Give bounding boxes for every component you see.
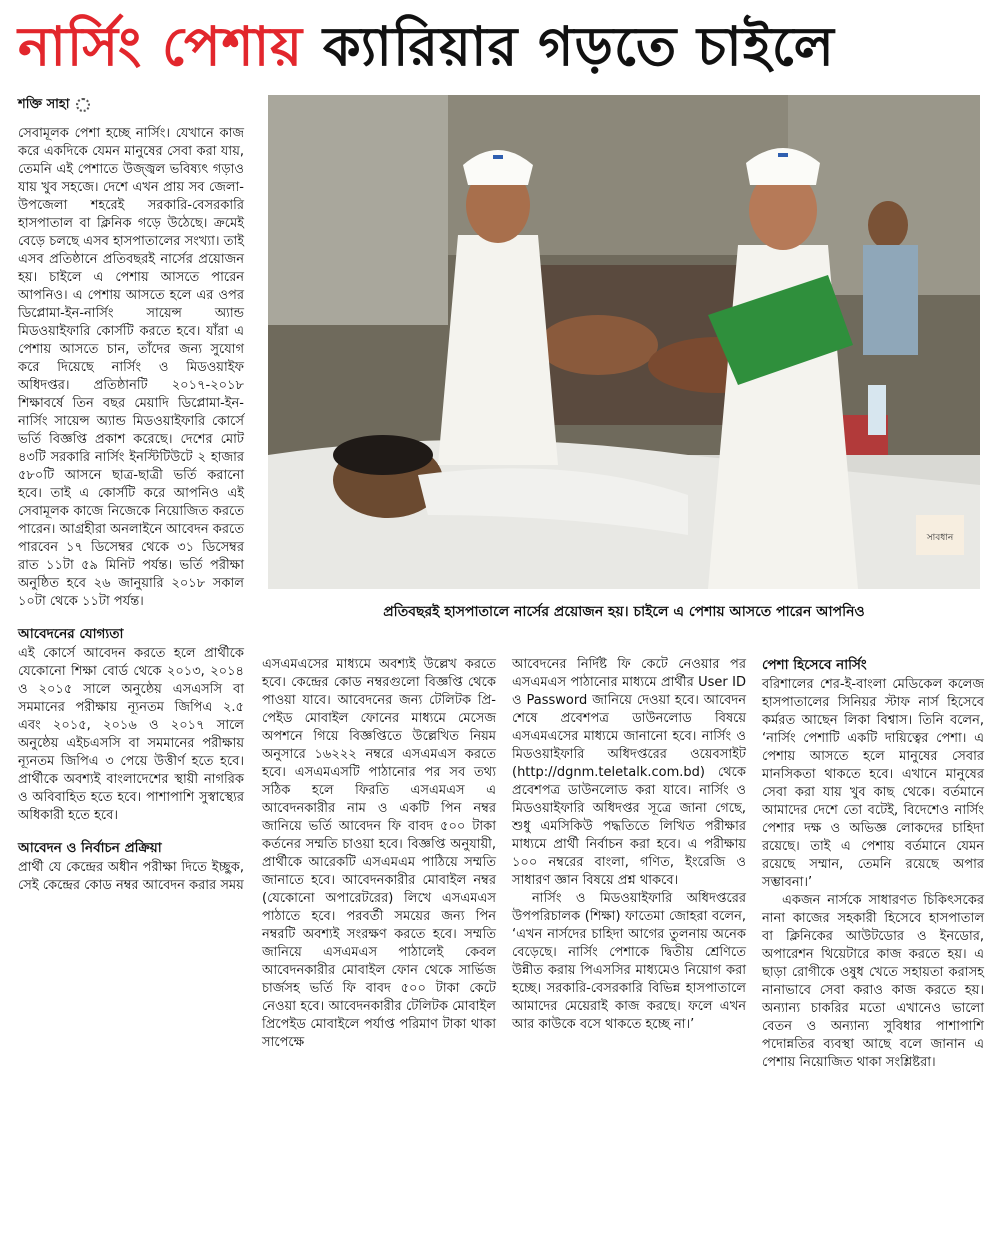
headline — [18, 12, 978, 82]
headline-black-part: ক্যারিয়ার গড়তে চাইলে — [322, 15, 835, 78]
photo-sign-text: সাবধান — [926, 533, 954, 543]
eligibility-paragraph: এই কোর্সে আবেদন করতে হলে প্রার্থীকে যেকোনো শিক্ষা বোর্ড থেকে ২০১৩, ২০১৪ ও ২০১৫ সালে অনুষ্ঠেয় এসএসসি বা সমমানের পরীক্ষায় ন্যূনতম জিপিএ ২.৫ এবং ২০১৫, ২০১৬ ও ২০১৭ সালে অনুষ্ঠেয় এইচএসসি বা সমমানের পরীক্ষায় ন্যূনতম জিপিএ ৩ পেয়ে উত্তীর্ণ হতে হবে। প্রার্থীকে অবশ্যই বাংলাদেশের স্থায়ী নাগরিক ও অবিবাহিত হতে হবে। পাশাপাশি সুস্বাস্থ্যের অধিকারী হতে হবে। — [18, 646, 244, 823]
article-photo — [268, 95, 980, 589]
byline-ornament-icon — [76, 98, 90, 112]
official-quote-paragraph: নার্সিং ও মিডওয়াইফারি অধিদপ্তরের উপপরিচালক (শিক্ষা) ফাতেমা জোহরা বলেন, ‘এখন নার্সদের চাহিদা আগের তুলনায় অনেক বেড়েছে। নার্সিং পেশাকে দ্বিতীয় শ্রেণিতে উন্নীত করায় পিএসসির মাধ্যমেও নিয়োগ করা হচ্ছে। সরকারি-বেসরকারি বিভিন্ন হাসপাতালে আমাদের মেয়েরাই কাজ করছে। ফলে এখন আর কাউকে বসে থাকতে হচ্ছে না।’ — [512, 891, 746, 1032]
byline — [18, 95, 90, 116]
column-3 — [512, 656, 746, 1034]
photo-icon — [268, 95, 980, 589]
process-paragraph: প্রার্থী যে কেন্দ্রের অধীন পরীক্ষা দিতে ইচ্ছুক, সেই কেন্দ্রের কোড নম্বর আবেদন করার সময় — [18, 860, 244, 893]
intro-paragraph: সেবামূলক পেশা হচ্ছে নার্সিং। যেখানে কাজ করে একদিকে যেমন মানুষের সেবা করা যায়, তেমনি এই পেশাতে উজ্জ্বল ভবিষ্যৎ গড়াও যায় খুব সহজে। দেশে এখন প্রায় সব জেলা-উপজেলা শহরেই সরকারি-বেসরকারি হাসপাতাল বা ক্লিনিক গড়ে উঠেছে। ক্রমেই বেড়ে চলছে এসব হাসপাতালের সংখ্যা। তাই এসব প্রতিষ্ঠানে প্রতিবছরই নার্সের প্রয়োজন হয়। চাইলে এ পেশায় আসতে পারেন আপনিও। এ পেশায় আসতে হলে এর ওপর ডিপ্লোমা-ইন-নার্সিং সায়েন্স অ্যান্ড মিডওয়াইফারি কোর্সটি করতে হবে। যাঁরা এ পেশায় আসতে চান, তাঁদের জন্য সুযোগ করে দিয়েছে নার্সিং ও মিডওয়াইফ অধিদপ্তর। প্রতিষ্ঠানটি ২০১৭-২০১৮ শিক্ষাবর্ষে তিন বছর মেয়াদি ডিপ্লোমা-ইন-নার্সিং সায়েন্স অ্যান্ড মিডওয়াইফারি কোর্সে ভর্তি বিজ্ঞপ্তি প্রকাশ করেছে। দেশের মোট ৪৩টি সরকারি নার্সিং ইনস্টিটিউটে ২ হাজার ৫৮০টি আসনে ছাত্র-ছাত্রী ভর্তি করানো হবে। তাই এ কোর্সটি করে আপনিও এই সেবামূলক কাজে নিজেকে নিয়োজিত করতে পারেন। আগ্রহীরা অনলাইনে আবেদন করতে পারবেন ১৭ ডিসেম্বর থেকে ৩১ ডিসেম্বর রাত ১১টা ৫৯ মিনিট পর্যন্ত। ভর্তি পরীক্ষা অনুষ্ঠিত হবে ২৬ জানুয়ারি ২০১৮ সকাল ১০টা থেকে ১১টা পর্যন্ত। — [18, 126, 244, 609]
column-4 — [762, 656, 984, 1072]
profession-heading: পেশা হিসেবে নার্সিং — [762, 657, 867, 673]
process-heading: আবেদন ও নির্বাচন প্রক্রিয়া — [18, 840, 162, 856]
column-1 — [18, 125, 244, 895]
duties-paragraph: একজন নার্সকে সাধারণত চিকিৎসকের নানা কাজের সহকারী হিসেবে হাসপাতাল বা ক্লিনিকের আউটডোর ও ইনডোর, অপারেশন থিয়েটারে কাজ করতে হয়। এ ছাড়া রোগীকে ওষুধ খেতে সহায়তা করাসহ নানাভাবে সেবা করাও কাজ করতে হয়। অন্যান্য চাকরির মতো এখানেও ভালো বেতন ও অন্যান্য সুবিধার পাশাপাশি পদোন্নতির ব্যবস্থা আছে বলে জানান এ পেশায় নিয়োজিত থাকা সংশ্লিষ্টরা। — [762, 893, 984, 1070]
column-2 — [262, 656, 496, 1052]
headline-red-part: নার্সিং পেশায় — [18, 15, 304, 78]
eligibility-heading: আবেদনের যোগ্যতা — [18, 626, 124, 642]
sms-process-paragraph: এসএমএসের মাধ্যমে অবশ্যই উল্লেখ করতে হবে। কেন্দ্রের কোড নম্বরগুলো বিজ্ঞপ্তি থেকে পাওয়া যাবে। আবেদনের জন্য টেলিটক প্রি-পেইড মোবাইল ফোনের মাধ্যমে মেসেজ অপশনে গিয়ে বিজ্ঞপ্তিতে উল্লেখিত নিয়ম অনুসারে ১৬২২২ নম্বরে এসএমএস করতে হবে। এসএমএসটি পাঠানোর পর সব তথ্য সঠিক হলে ফিরতি এসএমএস এ আবেদনকারীর নাম ও একটি পিন নম্বর জানিয়ে ভর্তি আবেদন ফি বাবদ ৫০০ টাকা কর্তনের সম্মতি চাওয়া হবে। বিজ্ঞপ্তি অনুযায়ী, প্রার্থীকে আরেকটি এসএমএম পাঠিয়ে সম্মতি জানাতে হবে। আবেদনকারীর মোবাইল নম্বর (যেকোনো অপারেটরের) লিখে এসএমএস পাঠাতে হবে। পরবর্তী সময়ের জন্য পিন নম্বরটি অবশ্যই সংরক্ষণ করতে হবে। সম্মতি জানিয়ে এসএমএস পাঠালেই কেবল আবেদনকারীর মোবাইল ফোন থেকে সার্ভিজ চার্জসহ ভর্তি ফি বাবদ ৫০০ টাকা কেটে নেওয়া হবে। আবেদনকারীর টেলিটক মোবাইল প্রিপেইড মোবাইলে পর্যাপ্ত পরিমাণ টাকা থাকা সাপেক্ষে — [262, 657, 496, 1050]
photo-caption: প্রতিবছরই হাসপাতালে নার্সের প্রয়োজন হয়। চাইলে এ পেশায় আসতে পারেন আপনিও — [383, 604, 865, 620]
nurse-quote-paragraph: বরিশালের শের-ই-বাংলা মেডিকেল কলেজ হাসপাতালের সিনিয়র স্টাফ নার্স হিসেবে কর্মরত আছেন লিকা বিশ্বাস। তিনি বলেন, ‘নার্সিং পেশাটি একটি দায়িত্বের পেশা। এ পেশায় আসতে হলে মানুষের সেবার মানসিকতা থাকতে হবে। এখানে মানুষের সেবা করা যায় খুব কাছ থেকে। বর্তমানে আমাদের দেশে তো বটেই, বিদেশেও নার্সিং পেশার দক্ষ ও অভিজ্ঞ লোকদের চাহিদা রয়েছে। তাই এ পেশায় বর্তমানে যেমন রয়েছে সম্মান, তেমনি রয়েছে অপার সম্ভাবনা।’ — [762, 677, 984, 890]
author-name: শক্তি সাহা — [18, 97, 70, 112]
admit-card-paragraph: আবেদনের নির্দিষ্ট ফি কেটে নেওয়ার পর এসএমএস পাঠানোর মাধ্যমে প্রার্থীর User ID ও Password জানিয়ে দেওয়া হবে। আবেদন শেষে প্রবেশপত্র ডাউনলোড বিষয়ে এসএমএসের মাধ্যমে জানানো হবে। নার্সিং ও মিডওয়াইফারি অধিদপ্তরের ওয়েবসাইট (http://dgnm.teletalk.com.bd) থেকে প্রবেশপত্র ডাউনলোড করা যাবে। নার্সিং ও মিডওয়াইফারি অধিদপ্তর সূত্রে জানা গেছে, শুধু এমসিকিউ পদ্ধতিতে লিখিত পরীক্ষার মাধ্যমে প্রার্থী নির্বাচন করা হবে। এ পরীক্ষায় ১০০ নম্বরের বাংলা, গণিত, ইংরেজি ও সাধারণ জ্ঞান বিষয়ে প্রশ্ন থাকবে। — [512, 657, 746, 888]
